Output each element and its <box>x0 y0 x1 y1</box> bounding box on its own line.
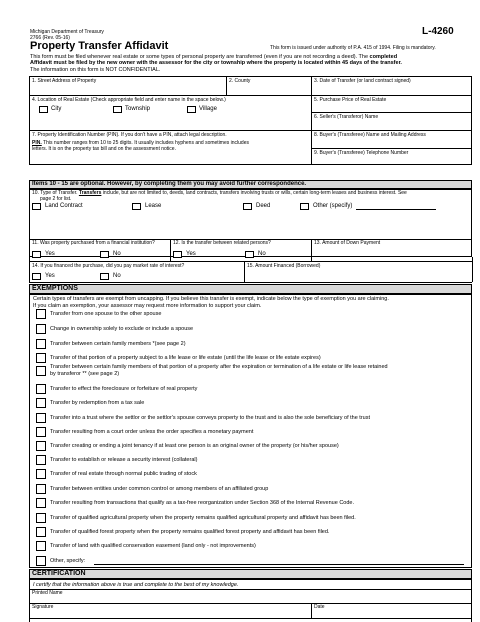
township-checkbox[interactable] <box>113 106 122 113</box>
field-2-label: 2. County <box>229 78 251 84</box>
certification-band <box>29 569 472 579</box>
exemption-label: Change in ownership solely to exclude or include a spouse <box>50 326 194 332</box>
exemption-label: Transfer resulting from transactions that qualify as a tax-free reorganization under Section 368 of the Internal Revenue Code. <box>50 500 354 506</box>
exemption-label: Transfer from one spouse to the other spouse <box>50 311 162 317</box>
exemption-label: Transfer between entities under common control or among members of an affiliated group <box>50 486 269 492</box>
exemption-label: Transfer resulting from a court order unless the order specifies a monetary payment <box>50 429 254 435</box>
exemption-checkbox[interactable] <box>36 324 46 334</box>
exemption-checkbox[interactable] <box>36 427 46 437</box>
intro-line-1: This form must be filed whenever real estate or some types of personal property are transferred (even if you are not recording a deed). The completed <box>30 54 398 60</box>
other-transfer-checkbox[interactable] <box>300 203 309 210</box>
intro-line-2: Affidavit must be filed by the new owner with the assessor for the city or township where the property is located within 45 days of the transfer. <box>30 60 402 66</box>
form-number: L-4260 <box>422 26 454 37</box>
field-13-label: 13. Amount of Down Payment <box>314 240 381 246</box>
exemption-label: Transfer between certain family members of that portion of a property after the expiration or termination of a life estate or life lease retained <box>50 364 388 370</box>
q14-yes-checkbox[interactable] <box>32 273 41 280</box>
exemptions-title: EXEMPTIONS <box>32 285 78 292</box>
field-14-label: 14. If you financed the purchase, did you pay market rate of interest? <box>32 263 185 269</box>
q11-no-label: No <box>113 251 121 257</box>
field-10-label: 10. Type of Transfer. Transfers include, but are not limited to, deeds, land contracts, transfers involving trusts or wills, certain long-term leases and business interest. See <box>32 190 407 196</box>
exemption-label: Transfer to effect the foreclosure or forfeiture of real property <box>50 386 198 392</box>
field-7-pin-text: PIN. This number ranges from 10 to 25 digits. It usually includes hyphens and sometimes includes <box>32 140 249 146</box>
exemption-checkbox[interactable] <box>36 541 46 551</box>
deed-label: Deed <box>256 203 271 209</box>
field-8-label: 8. Buyer's (Transferee) Name and Mailing Address <box>314 132 426 138</box>
field-15-label: 15. Amount Financed (Borrowed) <box>247 263 321 269</box>
other-exemption-line[interactable] <box>94 564 464 565</box>
q14-no-checkbox[interactable] <box>100 273 109 280</box>
q11-yes-checkbox[interactable] <box>32 251 41 258</box>
exemption-label-continued: by transferor ** (see page 2) <box>50 371 120 377</box>
exemption-label: Transfer of that portion of a property subject to a life lease or life estate (until the life lease or life estate expires) <box>50 355 321 361</box>
q12-yes-label: Yes <box>186 251 196 257</box>
exemption-label: Transfer by redemption from a tax sale <box>50 400 145 406</box>
other-transfer-line[interactable] <box>356 209 436 210</box>
deed-checkbox[interactable] <box>243 203 252 210</box>
authority-note: This form is issued under authority of P.A. 415 of 1994. Filing is mandatory. <box>270 45 436 51</box>
city-checkbox[interactable] <box>39 106 48 113</box>
printed-name-label: Printed Name <box>32 590 63 596</box>
page-title: Property Transfer Affidavit <box>30 40 169 52</box>
exemption-label: Transfer of real estate through normal public trading of stock <box>50 471 197 477</box>
field-1-label: 1. Street Address of Property <box>32 78 97 84</box>
optional-fields-block <box>29 189 472 257</box>
field-11-label: 11. Was property purchased from a financial institution? <box>32 240 155 246</box>
field-9-label: 9. Buyer's (Transferee) Telephone Number <box>314 150 409 156</box>
exemptions-intro-1: Certain types of transfers are exempt from uncapping. If you believe this transfer is exempt, indicate below the type of exemption you are claiming. <box>33 296 389 302</box>
q14-no-label: No <box>113 273 121 279</box>
exemption-label: Transfer into a trust where the settlor or the settlor's spouse conveys property to the trust and is also the sole beneficiary of the trust <box>50 415 371 421</box>
exemptions-intro-2: If you claim an exemption, your assessor may request more information to support your claim. <box>33 303 262 309</box>
field-7-pin-text-2: letters. It is on the property tax bill and on the assessment notice. <box>32 146 176 152</box>
lease-label: Lease <box>145 203 162 209</box>
date-label: Date <box>314 604 325 610</box>
exemption-label: Transfer to establish or release a security interest (collateral) <box>50 457 198 463</box>
city-label: City <box>51 106 62 112</box>
exemption-checkbox[interactable] <box>36 455 46 465</box>
q12-no-checkbox[interactable] <box>245 251 254 258</box>
intro-line-3: The information on this form is NOT CONFIDENTIAL. <box>30 67 161 73</box>
exemption-checkbox[interactable] <box>36 309 46 319</box>
q14-yes-label: Yes <box>45 273 55 279</box>
village-label: Village <box>199 106 217 112</box>
exemption-checkbox[interactable] <box>36 484 46 494</box>
exemption-checkbox[interactable] <box>36 441 46 451</box>
field-3-label: 3. Date of Transfer (or land contract signed) <box>314 78 411 84</box>
exemption-label: Transfer of qualified agricultural property when the property remains qualified agricultural property and affidavit has been filed. <box>50 515 356 521</box>
exemption-label: Transfer of land with qualified conservation easement (land only - not improvements) <box>50 543 256 549</box>
exemption-checkbox[interactable] <box>36 556 46 566</box>
exemption-checkbox[interactable] <box>36 413 46 423</box>
field-7-label: 7. Property Identification Number (PIN). If you don't have a PIN, attach legal description. <box>32 132 227 138</box>
q12-no-label: No <box>258 251 266 257</box>
exemption-label: Transfer between certain family members *(see page 2) <box>50 341 186 347</box>
land-contract-checkbox[interactable] <box>32 203 41 210</box>
exemption-checkbox[interactable] <box>36 366 46 376</box>
optional-band-text: Items 10 - 15 are optional. However, by completing them you may avoid further correspondence. <box>32 181 307 187</box>
land-contract-label: Land Contract <box>45 203 83 209</box>
other-transfer-label: Other (specify) <box>313 203 353 209</box>
field-4-label: 4. Location of Real Estate (Check appropriate field and enter name in the space below.) <box>32 97 226 103</box>
exemption-label: Transfer of qualified forest property when the property remains qualified forest property and affidavit has been filed. <box>50 529 330 535</box>
exemption-checkbox[interactable] <box>36 498 46 508</box>
field-12-label: 12. Is the transfer between related persons? <box>173 240 271 246</box>
field-10-label-2: page 2 for list. <box>40 196 72 202</box>
exemption-checkbox[interactable] <box>36 384 46 394</box>
exemption-checkbox[interactable] <box>36 469 46 479</box>
certification-statement: I certify that the information above is true and complete to the best of my knowledge. <box>33 582 239 588</box>
lease-checkbox[interactable] <box>132 203 141 210</box>
agency-name: Michigan Department of Treasury <box>30 29 104 35</box>
exemption-checkbox[interactable] <box>36 398 46 408</box>
field-5-label: 5. Purchase Price of Real Estate <box>314 97 387 103</box>
township-label: Township <box>125 106 151 112</box>
q11-yes-label: Yes <box>45 251 55 257</box>
q11-no-checkbox[interactable] <box>100 251 109 258</box>
exemption-label: Other, specify: <box>50 558 86 564</box>
signature-label: Signature <box>32 604 54 610</box>
village-checkbox[interactable] <box>187 106 196 113</box>
field-6-label: 6. Seller's (Transferor) Name <box>314 114 379 120</box>
certification-title: CERTIFICATION <box>32 570 86 577</box>
exemptions-band <box>29 284 472 294</box>
exemption-checkbox[interactable] <box>36 353 46 363</box>
exemption-checkbox[interactable] <box>36 339 46 349</box>
form-revision: 2766 (Rev. 05-16) <box>30 35 70 41</box>
exemption-checkbox[interactable] <box>36 527 46 537</box>
q12-yes-checkbox[interactable] <box>173 251 182 258</box>
exemption-checkbox[interactable] <box>36 513 46 523</box>
exemption-label: Transfer creating or ending a joint tenancy if at least one person is an original owner of the property (or his/her spouse) <box>50 443 339 449</box>
